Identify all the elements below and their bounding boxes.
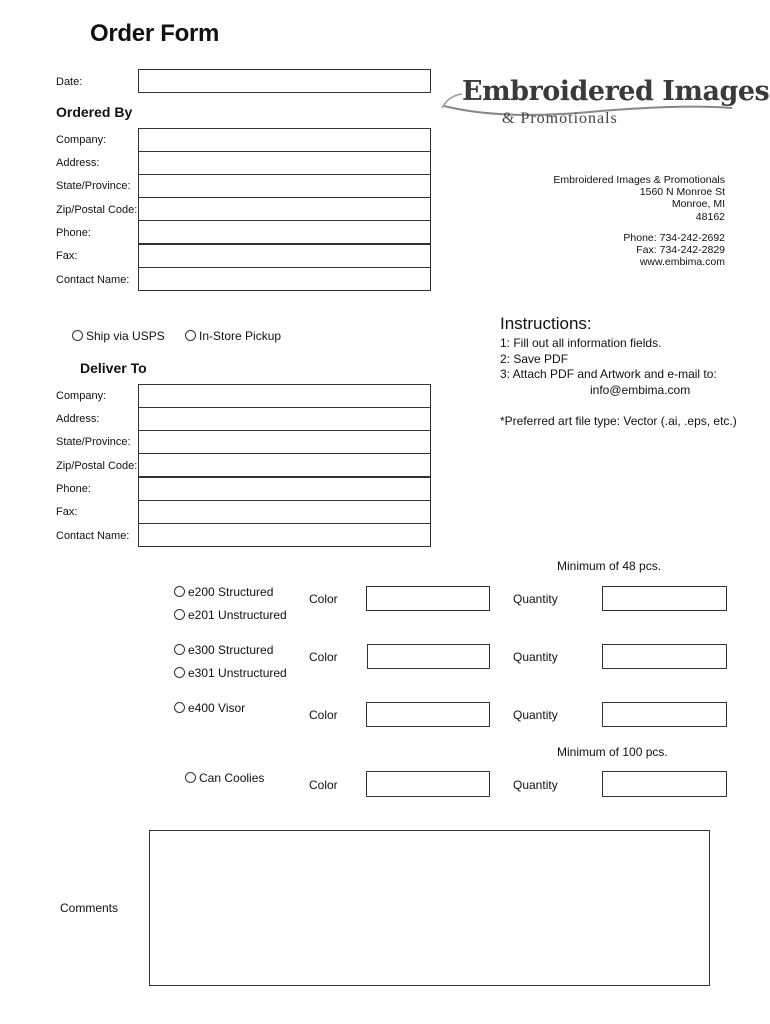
ordered-phone-field[interactable] [138, 220, 431, 244]
e400-quantity-field[interactable] [602, 702, 727, 727]
deliver-to-heading: Deliver To [80, 360, 147, 376]
e300-radio[interactable] [174, 644, 185, 655]
e300-color-label: Color [309, 650, 338, 664]
e300-option[interactable] [174, 643, 273, 657]
e200-label: e200 Structured [188, 585, 274, 599]
coolies-quantity-field[interactable] [602, 771, 727, 797]
company-street: 1560 N Monroe St [639, 186, 725, 198]
deliver-contact-label: Contact Name: [56, 530, 130, 542]
ordered-state-field[interactable] [138, 174, 431, 198]
e200-quantity-field[interactable] [602, 586, 727, 611]
company-phone: Phone: 734-242-2692 [623, 232, 725, 244]
e400-label: e400 Visor [188, 701, 246, 715]
company-fax: Fax: 734-242-2829 [636, 244, 725, 256]
ordered-address-field[interactable] [138, 151, 431, 175]
company-zip: 48162 [695, 211, 725, 223]
company-website: www.embima.com [639, 256, 725, 268]
coolies-color-label: Color [309, 778, 338, 792]
deliver-state-field[interactable] [138, 430, 431, 454]
instruction-step-2: 2: Save PDF [500, 352, 569, 366]
ordered-company-field[interactable] [138, 128, 431, 152]
deliver-zip-label: Zip/Postal Code: [56, 460, 138, 472]
e400-color-field[interactable] [366, 702, 490, 727]
deliver-fax-field[interactable] [138, 500, 431, 524]
company-city: Monroe, MI [671, 198, 725, 210]
date-label: Date: [56, 76, 83, 88]
ordered-contact-field[interactable] [138, 267, 431, 291]
minimum-100-note: Minimum of 100 pcs. [557, 745, 668, 759]
ordered-contact-label: Contact Name: [56, 274, 130, 286]
deliver-address-field[interactable] [138, 407, 431, 431]
ship-usps-radio[interactable] [72, 330, 83, 341]
ordered-company-label: Company: [56, 134, 107, 146]
deliver-fax-label: Fax: [56, 506, 78, 518]
e400-option[interactable] [174, 701, 245, 715]
deliver-state-label: State/Province: [56, 436, 131, 448]
e200-color-label: Color [309, 592, 338, 606]
in-store-pickup-radio[interactable] [185, 330, 196, 341]
e301-radio[interactable] [174, 667, 185, 678]
e300-quantity-label: Quantity [513, 650, 558, 664]
in-store-pickup-option[interactable] [185, 329, 281, 343]
deliver-contact-field[interactable] [138, 523, 431, 547]
can-coolies-radio[interactable] [185, 772, 196, 783]
ordered-zip-label: Zip/Postal Code: [56, 204, 138, 216]
ship-usps-option[interactable] [72, 329, 165, 343]
e200-color-field[interactable] [366, 586, 490, 611]
e200-quantity-label: Quantity [513, 592, 558, 606]
ship-usps-label: Ship via USPS [86, 329, 165, 343]
ordered-fax-label: Fax: [56, 250, 78, 262]
comments-textarea[interactable] [149, 830, 710, 986]
company-name: Embroidered Images & Promotionals [553, 174, 725, 186]
instruction-step-1: 1: Fill out all information fields. [500, 336, 662, 350]
e400-radio[interactable] [174, 702, 185, 713]
e301-option[interactable] [174, 666, 287, 680]
ordered-fax-field[interactable] [138, 244, 431, 268]
minimum-48-note: Minimum of 48 pcs. [557, 559, 662, 573]
deliver-address-label: Address: [56, 413, 100, 425]
ordered-zip-field[interactable] [138, 197, 431, 221]
ordered-by-heading: Ordered By [56, 104, 133, 120]
e300-color-field[interactable] [367, 644, 490, 669]
deliver-phone-field[interactable] [138, 477, 431, 501]
e300-label: e300 Structured [188, 643, 274, 657]
deliver-phone-label: Phone: [56, 483, 91, 495]
instruction-email: info@embima.com [590, 383, 691, 397]
e300-quantity-field[interactable] [602, 644, 727, 669]
instruction-file-note: *Preferred art file type: Vector (.ai, .eps, etc.) [500, 414, 737, 428]
e400-color-label: Color [309, 708, 338, 722]
e200-radio[interactable] [174, 586, 185, 597]
instructions-heading: Instructions: [500, 314, 592, 333]
ordered-phone-label: Phone: [56, 227, 91, 239]
date-field[interactable] [138, 69, 431, 93]
can-coolies-label: Can Coolies [199, 771, 265, 785]
coolies-color-field[interactable] [366, 771, 490, 797]
coolies-quantity-label: Quantity [513, 778, 558, 792]
can-coolies-option[interactable] [185, 771, 264, 785]
instruction-step-3: 3: Attach PDF and Artwork and e-mail to: [500, 367, 717, 381]
company-logo [440, 72, 770, 132]
e201-label: e201 Unstructured [188, 608, 287, 622]
comments-label: Comments [60, 901, 119, 915]
ordered-address-label: Address: [56, 157, 100, 169]
e201-radio[interactable] [174, 609, 185, 620]
e400-quantity-label: Quantity [513, 708, 558, 722]
page-title: Order Form [90, 20, 220, 47]
logo-sub-text: & Promotionals [502, 110, 618, 127]
deliver-zip-field[interactable] [138, 453, 431, 477]
ordered-state-label: State/Province: [56, 180, 131, 192]
logo-main-text: Embroidered Images [462, 76, 770, 107]
e200-option[interactable] [174, 585, 273, 599]
deliver-company-label: Company: [56, 390, 107, 402]
e201-option[interactable] [174, 608, 287, 622]
e301-label: e301 Unstructured [188, 666, 287, 680]
deliver-company-field[interactable] [138, 384, 431, 408]
in-store-pickup-label: In-Store Pickup [199, 329, 282, 343]
